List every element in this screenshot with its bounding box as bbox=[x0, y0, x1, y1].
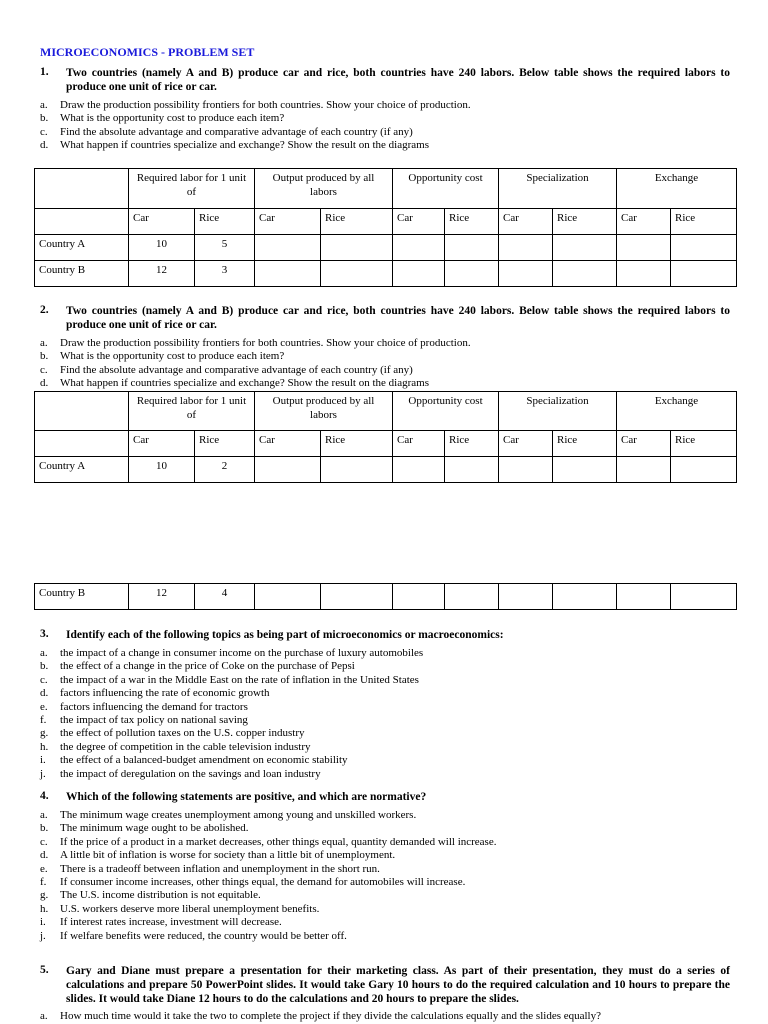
question-text: Two countries (namely A and B) produce car and rice, both countries have 240 labors. Below table shows the required labors to produce one unit of rice or car. bbox=[66, 305, 730, 331]
question-5 bbox=[40, 964, 730, 1006]
header-opportunity-cost: Opportunity cost bbox=[393, 392, 499, 431]
item-letter: c. bbox=[40, 363, 48, 376]
list-item bbox=[40, 741, 423, 754]
empty-cell bbox=[671, 261, 737, 287]
header-blank bbox=[35, 169, 129, 209]
list-item bbox=[40, 849, 496, 862]
q1-items bbox=[40, 99, 471, 153]
subheader-rice: Rice bbox=[671, 209, 737, 235]
item-letter: a. bbox=[40, 809, 48, 821]
empty-cell bbox=[499, 261, 553, 287]
list-item bbox=[40, 822, 496, 835]
list-item bbox=[40, 768, 423, 781]
item-text: If welfare benefits were reduced, the country would be better off. bbox=[60, 929, 347, 942]
item-letter: h. bbox=[40, 902, 49, 915]
rice-labor-cell: 4 bbox=[195, 584, 255, 610]
list-item bbox=[40, 701, 423, 714]
item-text: What happen if countries specialize and exchange? Show the result on the diagrams bbox=[60, 377, 429, 390]
q4-items bbox=[40, 809, 496, 943]
header-output: Output produced by all labors bbox=[255, 392, 393, 431]
item-letter: d. bbox=[40, 139, 49, 152]
car-labor-cell: 12 bbox=[129, 261, 195, 287]
item-text: the degree of competition in the cable television industry bbox=[60, 740, 311, 753]
question-number: 1. bbox=[40, 66, 49, 78]
subheader-car: Car bbox=[393, 431, 445, 457]
question-text: Gary and Diane must prepare a presentation for their marketing class. As part of their presentation, they must do a series of calculations and prepare 50 PowerPoint slides. It would take Gary 10 hours to do the required calculation and 10 hours to prepare the slides. It would take Diane 12 hours to do the calculations and 20 hours to prepare the slides. bbox=[66, 965, 730, 1005]
page-title: MICROECONOMICS - PROBLEM SET bbox=[40, 45, 255, 59]
item-letter: h. bbox=[40, 740, 49, 753]
question-number: 2. bbox=[40, 304, 49, 316]
list-item bbox=[40, 903, 496, 916]
item-letter: b. bbox=[40, 822, 49, 835]
list-item bbox=[40, 836, 496, 849]
empty-cell bbox=[671, 235, 737, 261]
item-text: The minimum wage ought to be abolished. bbox=[60, 822, 249, 835]
car-labor-cell: 10 bbox=[129, 235, 195, 261]
item-text: If the price of a product in a market decreases, other things equal, quantity demanded will increase. bbox=[60, 835, 497, 848]
item-letter: c. bbox=[40, 673, 48, 686]
list-item bbox=[40, 377, 471, 390]
list-item bbox=[40, 99, 471, 112]
empty-cell bbox=[499, 235, 553, 261]
item-letter: d. bbox=[40, 377, 49, 390]
empty-cell bbox=[617, 457, 671, 483]
empty-cell bbox=[553, 261, 617, 287]
empty-cell bbox=[445, 584, 499, 610]
list-item bbox=[40, 754, 423, 767]
header-required-labor: Required labor for 1 unit of bbox=[129, 392, 255, 431]
list-item bbox=[40, 337, 471, 350]
item-letter: g. bbox=[40, 889, 49, 902]
table-row bbox=[35, 584, 737, 610]
subheader-rice: Rice bbox=[445, 431, 499, 457]
list-item bbox=[40, 350, 471, 363]
item-letter: j. bbox=[40, 767, 46, 780]
empty-cell bbox=[553, 584, 617, 610]
item-letter: a. bbox=[40, 99, 48, 111]
subheader-rice: Rice bbox=[445, 209, 499, 235]
item-text: factors influencing the demand for tractors bbox=[60, 700, 248, 713]
table-2-continued bbox=[34, 583, 737, 610]
question-1 bbox=[40, 66, 730, 94]
list-item bbox=[40, 863, 496, 876]
empty-cell bbox=[445, 457, 499, 483]
item-text: If consumer income increases, other things equal, the demand for automobiles will increase. bbox=[60, 876, 466, 889]
item-letter: d. bbox=[40, 687, 49, 700]
q3-items bbox=[40, 647, 423, 781]
country-cell: Country A bbox=[35, 235, 129, 261]
table-1 bbox=[34, 168, 737, 287]
item-text: Draw the production possibility frontiers for both countries. Show your choice of production. bbox=[60, 337, 471, 349]
subheader-car: Car bbox=[617, 209, 671, 235]
empty-cell bbox=[671, 584, 737, 610]
question-number: 5. bbox=[40, 964, 49, 976]
empty-cell bbox=[393, 584, 445, 610]
table-row bbox=[35, 235, 737, 261]
item-text: the impact of a change in consumer income on the purchase of luxury automobiles bbox=[60, 647, 424, 659]
item-letter: f. bbox=[40, 714, 47, 727]
list-item bbox=[40, 112, 471, 125]
list-item bbox=[40, 660, 423, 673]
list-item bbox=[40, 126, 471, 139]
subheader-car: Car bbox=[129, 209, 195, 235]
rice-labor-cell: 5 bbox=[195, 235, 255, 261]
item-letter: a. bbox=[40, 337, 48, 349]
item-text: What is the opportunity cost to produce each item? bbox=[60, 350, 285, 363]
empty-cell bbox=[671, 457, 737, 483]
header-required-labor: Required labor for 1 unit of bbox=[129, 169, 255, 209]
item-text: the impact of deregulation on the savings and loan industry bbox=[60, 767, 321, 780]
empty-cell bbox=[553, 235, 617, 261]
item-letter: g. bbox=[40, 727, 49, 740]
empty-cell bbox=[617, 584, 671, 610]
item-text: factors influencing the rate of economic growth bbox=[60, 687, 270, 700]
item-letter: b. bbox=[40, 660, 49, 673]
q2-items bbox=[40, 337, 471, 391]
empty-cell bbox=[499, 457, 553, 483]
question-number: 4. bbox=[40, 790, 49, 802]
subheader-car: Car bbox=[499, 431, 553, 457]
empty-cell bbox=[617, 235, 671, 261]
question-3 bbox=[40, 628, 730, 642]
item-letter: i. bbox=[40, 916, 46, 929]
list-item bbox=[40, 930, 496, 943]
empty-cell bbox=[321, 261, 393, 287]
item-text: What happen if countries specialize and exchange? Show the result on the diagrams bbox=[60, 139, 429, 152]
subheader-rice: Rice bbox=[195, 209, 255, 235]
header-exchange: Exchange bbox=[617, 392, 737, 431]
subheader-car: Car bbox=[393, 209, 445, 235]
item-letter: d. bbox=[40, 849, 49, 862]
item-text: The minimum wage creates unemployment among young and unskilled workers. bbox=[60, 809, 417, 821]
empty-cell bbox=[255, 457, 321, 483]
question-text: Which of the following statements are positive, and which are normative? bbox=[66, 791, 427, 803]
item-text: the impact of a war in the Middle East on the rate of inflation in the United States bbox=[60, 673, 419, 686]
item-text: If interest rates increase, investment will decrease. bbox=[60, 916, 282, 929]
empty-cell bbox=[321, 457, 393, 483]
item-letter: e. bbox=[40, 862, 48, 875]
item-letter: a. bbox=[40, 1010, 48, 1022]
item-letter: b. bbox=[40, 112, 49, 125]
list-item bbox=[40, 889, 496, 902]
list-item bbox=[40, 916, 496, 929]
item-text: How much time would it take the two to complete the project if they divide the calculations equally and the slides equally? bbox=[60, 1010, 601, 1022]
subheader-blank bbox=[35, 431, 129, 457]
item-letter: f. bbox=[40, 876, 47, 889]
empty-cell bbox=[553, 457, 617, 483]
item-letter: a. bbox=[40, 647, 48, 659]
item-text: the effect of a change in the price of Coke on the purchase of Pepsi bbox=[60, 660, 355, 673]
country-cell: Country B bbox=[35, 261, 129, 287]
car-labor-cell: 10 bbox=[129, 457, 195, 483]
item-letter: b. bbox=[40, 350, 49, 363]
list-item bbox=[40, 809, 496, 822]
subheader-car: Car bbox=[499, 209, 553, 235]
question-2 bbox=[40, 304, 730, 332]
table-row bbox=[35, 457, 737, 483]
list-item bbox=[40, 647, 423, 660]
empty-cell bbox=[255, 261, 321, 287]
question-number: 3. bbox=[40, 628, 49, 640]
item-text: the effect of pollution taxes on the U.S. copper industry bbox=[60, 727, 305, 740]
subheader-rice: Rice bbox=[321, 431, 393, 457]
item-text: What is the opportunity cost to produce each item? bbox=[60, 112, 285, 125]
subheader-rice: Rice bbox=[671, 431, 737, 457]
item-letter: c. bbox=[40, 125, 48, 138]
q5-items bbox=[40, 1010, 601, 1023]
subheader-car: Car bbox=[129, 431, 195, 457]
list-item bbox=[40, 674, 423, 687]
header-specialization: Specialization bbox=[499, 392, 617, 431]
empty-cell bbox=[255, 584, 321, 610]
item-text: Draw the production possibility frontiers for both countries. Show your choice of production. bbox=[60, 99, 471, 111]
item-letter: j. bbox=[40, 929, 46, 942]
item-text: The U.S. income distribution is not equitable. bbox=[60, 889, 261, 902]
empty-cell bbox=[255, 235, 321, 261]
subheader-car: Car bbox=[617, 431, 671, 457]
item-text: A little bit of inflation is worse for society than a little bit of unemployment. bbox=[60, 849, 396, 862]
item-text: Find the absolute advantage and comparative advantage of each country (if any) bbox=[60, 363, 413, 376]
country-cell: Country A bbox=[35, 457, 129, 483]
item-text: Find the absolute advantage and comparative advantage of each country (if any) bbox=[60, 125, 413, 138]
table-2 bbox=[34, 391, 737, 483]
header-output: Output produced by all labors bbox=[255, 169, 393, 209]
empty-cell bbox=[499, 584, 553, 610]
subheader-blank bbox=[35, 209, 129, 235]
question-4 bbox=[40, 790, 730, 804]
empty-cell bbox=[445, 235, 499, 261]
list-item bbox=[40, 714, 423, 727]
empty-cell bbox=[393, 235, 445, 261]
item-text: There is a tradeoff between inflation and unemployment in the short run. bbox=[60, 862, 380, 875]
subheader-car: Car bbox=[255, 431, 321, 457]
empty-cell bbox=[393, 261, 445, 287]
subheader-car: Car bbox=[255, 209, 321, 235]
rice-labor-cell: 2 bbox=[195, 457, 255, 483]
subheader-rice: Rice bbox=[195, 431, 255, 457]
list-item bbox=[40, 139, 471, 152]
item-text: the impact of tax policy on national saving bbox=[60, 714, 248, 727]
car-labor-cell: 12 bbox=[129, 584, 195, 610]
subheader-rice: Rice bbox=[553, 209, 617, 235]
question-text: Identify each of the following topics as being part of microeconomics or macroeconomics: bbox=[66, 629, 504, 641]
item-text: the effect of a balanced-budget amendment on economic stability bbox=[60, 754, 348, 767]
country-cell: Country B bbox=[35, 584, 129, 610]
subheader-rice: Rice bbox=[553, 431, 617, 457]
list-item bbox=[40, 364, 471, 377]
header-exchange: Exchange bbox=[617, 169, 737, 209]
empty-cell bbox=[321, 584, 393, 610]
item-letter: i. bbox=[40, 754, 46, 767]
table-row bbox=[35, 261, 737, 287]
empty-cell bbox=[617, 261, 671, 287]
list-item bbox=[40, 687, 423, 700]
item-text: U.S. workers deserve more liberal unemployment benefits. bbox=[60, 902, 320, 915]
empty-cell bbox=[445, 261, 499, 287]
subheader-rice: Rice bbox=[321, 209, 393, 235]
header-opportunity-cost: Opportunity cost bbox=[393, 169, 499, 209]
rice-labor-cell: 3 bbox=[195, 261, 255, 287]
empty-cell bbox=[321, 235, 393, 261]
header-blank bbox=[35, 392, 129, 431]
question-text: Two countries (namely A and B) produce car and rice, both countries have 240 labors. Below table shows the required labors to produce one unit of rice or car. bbox=[66, 67, 730, 93]
header-specialization: Specialization bbox=[499, 169, 617, 209]
item-letter: e. bbox=[40, 700, 48, 713]
empty-cell bbox=[393, 457, 445, 483]
list-item bbox=[40, 1010, 601, 1023]
item-letter: c. bbox=[40, 835, 48, 848]
list-item bbox=[40, 727, 423, 740]
list-item bbox=[40, 876, 496, 889]
